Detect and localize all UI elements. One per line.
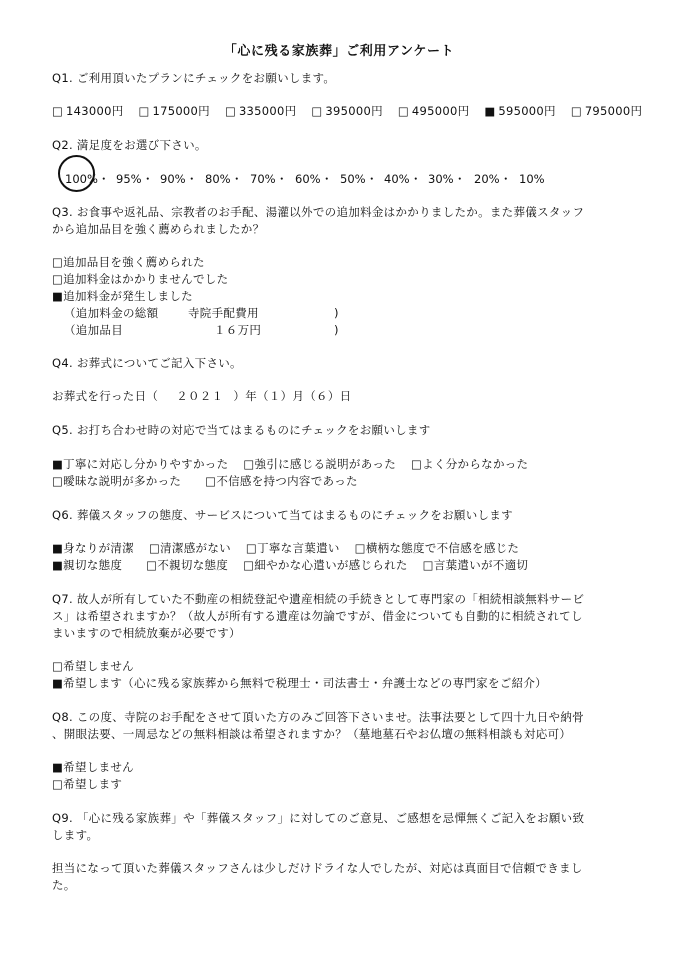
- q6-option-considerate[interactable]: [243, 557, 408, 573]
- checkbox[interactable]: □: [52, 474, 64, 488]
- q1-plan-options: [52, 103, 642, 119]
- checkbox[interactable]: □: [570, 104, 582, 118]
- q3-item-close: ): [334, 323, 339, 337]
- scale-separator: ・: [98, 172, 110, 186]
- option-label: 強引に感じる説明があった: [254, 457, 396, 471]
- option-label: 言葉遣いが不適切: [433, 558, 529, 572]
- q3-question-line1: Q3. お食事や返礼品、宗教者のお手配、湯灌以外での追加料金はかかりましたか。また葬儀スタッフ: [52, 205, 585, 219]
- option-label: 追加料金が発生しました: [63, 289, 193, 303]
- option-label: 不信感を持つ内容であった: [216, 474, 358, 488]
- option-label: 横柄な態度で不信感を感じた: [365, 541, 520, 555]
- checkbox[interactable]: □: [311, 104, 323, 118]
- option-label: 身なりが清潔: [63, 541, 134, 555]
- year-unit: ）年（: [233, 389, 269, 403]
- scale-separator: ・: [454, 172, 466, 186]
- checkbox-checked[interactable]: ■: [52, 760, 64, 774]
- checkbox-checked[interactable]: ■: [52, 558, 64, 572]
- q5-question: Q5. お打ち合わせ時の対応で当てはまるものにチェックをお願いします: [52, 423, 431, 437]
- satisfaction-95[interactable]: 95%: [116, 172, 142, 186]
- q4-question: Q4. お葬式についてご記入下さい。: [52, 356, 242, 370]
- q3-total-close: ): [334, 306, 339, 320]
- plan-price: 795000円: [584, 104, 643, 118]
- option-label: 希望しません: [63, 659, 134, 673]
- day-value[interactable]: ６: [316, 389, 328, 403]
- q3-option-recommended[interactable]: [52, 254, 205, 270]
- satisfaction-10[interactable]: 10%: [519, 172, 545, 186]
- q7-option-yes[interactable]: [52, 675, 547, 691]
- option-label: 親切な態度: [63, 558, 123, 572]
- q8-option-yes[interactable]: [52, 776, 122, 792]
- option-label: 追加料金はかかりませんでした: [63, 272, 229, 286]
- plan-option-795000[interactable]: [571, 103, 643, 119]
- satisfaction-30[interactable]: 30%: [428, 172, 454, 186]
- q6-question: Q6. 葬儀スタッフの態度、サービスについて当てはまるものにチェックをお願いします: [52, 508, 513, 522]
- survey-title: 「心に残る家族葬」ご利用アンケート: [223, 44, 455, 59]
- month-unit: ）月（: [280, 389, 317, 403]
- scale-separator: ・: [231, 172, 243, 186]
- satisfaction-80[interactable]: 80%: [205, 172, 231, 186]
- scale-separator: ・: [366, 172, 378, 186]
- checkbox[interactable]: □: [243, 457, 255, 471]
- option-label: 不親切な態度: [157, 558, 229, 572]
- plan-price: 395000円: [325, 104, 383, 118]
- q5-option-unclear[interactable]: [411, 456, 528, 472]
- checkbox[interactable]: □: [422, 558, 434, 572]
- q5-row1: [52, 456, 528, 472]
- q6-option-untidy[interactable]: [149, 540, 231, 556]
- year-value[interactable]: ２０２１: [176, 389, 224, 403]
- checkbox[interactable]: □: [245, 541, 258, 555]
- q6-option-kind[interactable]: [52, 557, 122, 573]
- checkbox[interactable]: □: [146, 558, 158, 572]
- plan-option-335000[interactable]: [225, 103, 297, 119]
- scale-separator: ・: [321, 172, 333, 186]
- day-unit: ）日: [327, 389, 352, 403]
- satisfaction-50[interactable]: 50%: [340, 172, 366, 186]
- q8-question-line1: Q8. この度、寺院のお手配をさせて頂いた方のみご回答下さいませ。法事法要として四十九日や納骨: [52, 710, 584, 724]
- plan-option-395000[interactable]: [311, 103, 383, 119]
- q5-option-vague[interactable]: [52, 473, 181, 489]
- q6-option-arrogant[interactable]: [355, 540, 520, 556]
- checkbox[interactable]: □: [52, 659, 64, 673]
- q6-option-unkind[interactable]: [146, 557, 228, 573]
- q3-item-label: （追加品目: [64, 323, 123, 337]
- plan-price: 335000円: [238, 104, 297, 118]
- checkbox[interactable]: □: [410, 457, 423, 471]
- q9-answer-line2[interactable]: た。: [52, 878, 76, 892]
- q1-question: Q1. ご利用頂いたプランにチェックをお願いします。: [52, 71, 336, 85]
- checkbox[interactable]: □: [52, 777, 64, 791]
- satisfaction-20[interactable]: 20%: [474, 172, 500, 186]
- option-label: 丁寧な言葉遣い: [257, 541, 340, 555]
- option-label: 細やかな心遣いが感じられた: [254, 558, 408, 572]
- q5-row2: [52, 473, 358, 489]
- plan-price: 175000円: [152, 104, 210, 118]
- q5-option-pushy[interactable]: [243, 456, 396, 472]
- checkbox[interactable]: □: [354, 541, 366, 555]
- option-label: 清潔感がない: [160, 541, 231, 555]
- month-value[interactable]: １: [268, 389, 281, 403]
- satisfaction-40[interactable]: 40%: [384, 172, 410, 186]
- checkbox-checked[interactable]: ■: [484, 104, 496, 118]
- q7-question-line2: ス」は希望されますか？（故人が所有する遺産は勿論ですが、借金についても自動的に相続されてし: [52, 609, 583, 623]
- q8-question-line2: 、開眼法要、一周忌などの無料相談は希望されますか？（墓地墓石やお仏壇の無料相談も対応可）: [52, 727, 572, 741]
- plan-option-143000[interactable]: [52, 103, 124, 119]
- satisfaction-60[interactable]: 60%: [295, 172, 321, 186]
- q2-question: Q2. 満足度をお選び下さい。: [52, 138, 207, 152]
- q3-total-value[interactable]: 寺院手配費用: [188, 306, 259, 320]
- option-label: 希望しません: [63, 760, 134, 774]
- checkbox[interactable]: □: [52, 104, 64, 118]
- q4-date-line: [52, 388, 351, 404]
- q8-option-no[interactable]: [52, 759, 134, 775]
- date-label: お葬式を行った日（: [52, 389, 159, 403]
- checkbox[interactable]: □: [52, 272, 64, 286]
- option-label: 希望します（心に残る家族葬から無料で税理士・司法書士・弁護士などの専門家をご紹介）: [63, 676, 547, 690]
- q6-row2: [52, 557, 528, 573]
- plan-price: 495000円: [411, 104, 470, 118]
- q5-option-distrust[interactable]: [205, 473, 358, 489]
- plan-price: 143000円: [66, 104, 124, 118]
- option-label: 曖昧な説明が多かった: [63, 474, 182, 488]
- q5-option-clear[interactable]: [52, 456, 228, 472]
- q6-row1: [52, 540, 519, 556]
- satisfaction-90[interactable]: 90%: [160, 172, 186, 186]
- q9-question-line1: Q9. 「心に残る家族葬」や「葬儀スタッフ」に対してのご意見、ご感想を忌憚無くご記入をお願い致: [52, 811, 585, 825]
- checkbox[interactable]: □: [397, 104, 410, 118]
- scale-separator: ・: [500, 172, 512, 186]
- q7-option-no[interactable]: [52, 658, 134, 674]
- scale-separator: ・: [276, 172, 288, 186]
- q3-option-charged[interactable]: [52, 288, 193, 304]
- checkbox[interactable]: □: [205, 474, 217, 488]
- plan-option-595000[interactable]: [484, 103, 556, 119]
- scale-separator: ・: [186, 172, 198, 186]
- q7-question-line3: まいますので相続放棄が必要です）: [52, 626, 241, 640]
- option-label: 丁寧に対応し分かりやすかった: [63, 457, 229, 471]
- plan-price: 595000円: [498, 104, 556, 118]
- q7-question-line1: Q7. 故人が所有していた不動産の相続登記や遺産相続の手続きとして専門家の「相続相談無料サービ: [52, 592, 585, 606]
- checkbox[interactable]: □: [224, 104, 237, 118]
- q3-item-value[interactable]: １６万円: [214, 323, 262, 337]
- checkbox[interactable]: □: [243, 558, 255, 572]
- q9-answer-line1[interactable]: 担当になって頂いた葬儀スタッフさんは少しだけドライな人でしたが、対応は真面目で信頼できまし: [52, 861, 583, 875]
- scale-separator: ・: [410, 172, 422, 186]
- q9-question-line2: します。: [52, 828, 99, 842]
- satisfaction-70[interactable]: 70%: [250, 172, 276, 186]
- plan-option-495000[interactable]: [398, 103, 470, 119]
- option-label: 追加品目を強く薦められた: [63, 255, 205, 269]
- q3-option-no-charge[interactable]: [52, 271, 228, 287]
- plan-option-175000[interactable]: [138, 103, 210, 119]
- checkbox-checked[interactable]: ■: [52, 676, 64, 690]
- scale-separator: ・: [142, 172, 154, 186]
- checkbox[interactable]: □: [148, 541, 161, 555]
- checkbox[interactable]: □: [138, 104, 150, 118]
- checkbox-checked[interactable]: ■: [52, 541, 64, 555]
- checkbox-checked[interactable]: ■: [52, 289, 64, 303]
- q6-option-neat[interactable]: [52, 540, 134, 556]
- checkbox-checked[interactable]: ■: [52, 457, 64, 471]
- option-label: 希望します: [63, 777, 123, 791]
- option-label: よく分からなかった: [422, 457, 529, 471]
- checkbox[interactable]: □: [52, 255, 64, 269]
- q6-option-polite-words[interactable]: [246, 540, 340, 556]
- satisfaction-100[interactable]: 100%: [65, 172, 98, 186]
- q3-total-label: （追加料金の総額: [64, 306, 159, 320]
- q3-question-line2: から追加品目を強く薦められましたか？: [52, 222, 265, 236]
- q6-option-rude-words[interactable]: [423, 557, 529, 573]
